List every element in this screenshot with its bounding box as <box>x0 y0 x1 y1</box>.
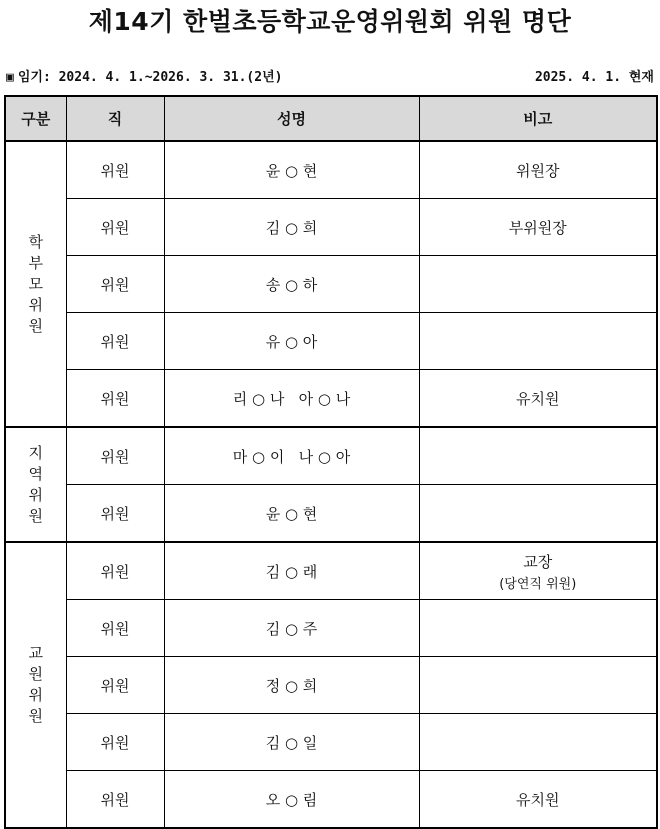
as-of-date: 2025. 4. 1. 현재 <box>534 70 654 85</box>
position-cell: 위원 <box>66 600 164 657</box>
table-row <box>5 427 657 485</box>
note-cell <box>419 313 657 370</box>
member-name: 유 ○ 아 <box>265 332 318 351</box>
table-row <box>5 714 657 771</box>
position-cell: 위원 <box>66 313 164 370</box>
group-category-cell <box>5 542 66 828</box>
member-name: 김 ○ 주 <box>265 619 318 638</box>
member-name-cell <box>164 427 419 485</box>
group-category-label: 학 부 모 위 원 <box>28 232 43 335</box>
table-row <box>5 771 657 829</box>
header-name: 성명 <box>164 96 419 141</box>
member-name-cell <box>164 313 419 370</box>
member-name: 마 ○ 이 나 ○ 아 <box>232 447 351 466</box>
table-row <box>5 600 657 657</box>
member-name: 윤 ○ 현 <box>265 161 318 180</box>
note-main: 유치원 <box>516 790 560 809</box>
member-name: 정 ○ 희 <box>265 676 318 695</box>
table-row <box>5 370 657 428</box>
position-cell: 위원 <box>66 427 164 485</box>
position-cell: 위원 <box>66 714 164 771</box>
member-name: 오 ○ 림 <box>265 790 318 809</box>
group-category-label: 지 역 위 원 <box>28 443 43 525</box>
member-name-cell <box>164 714 419 771</box>
document-title: 제14기 한벌초등학교운영위원회 위원 명단 <box>88 7 572 36</box>
member-name: 김 ○ 희 <box>265 218 318 237</box>
term-text: 임기: 2024. 4. 1.~2026. 3. 31.(2년) <box>17 70 283 85</box>
table-row <box>5 485 657 543</box>
note-main: 교장 <box>523 552 553 571</box>
member-name: 리 ○ 나 아 ○ 나 <box>232 389 351 408</box>
group-category-cell <box>5 427 66 542</box>
position-cell: 위원 <box>66 542 164 600</box>
note-main: 유치원 <box>516 389 560 408</box>
note-main: 위원장 <box>516 161 560 180</box>
note-cell <box>419 256 657 313</box>
table-body <box>5 141 657 828</box>
note-cell <box>419 427 657 485</box>
member-name-cell <box>164 199 419 256</box>
member-name-cell <box>164 485 419 543</box>
note-cell <box>419 771 657 829</box>
header-note: 비고 <box>419 96 657 141</box>
note-cell <box>419 600 657 657</box>
position-cell: 위원 <box>66 657 164 714</box>
term-info-bar <box>6 66 654 84</box>
member-name: 김 ○ 일 <box>265 733 318 752</box>
note-cell <box>419 714 657 771</box>
table-row <box>5 313 657 370</box>
table-header-row <box>5 96 657 141</box>
position-cell: 위원 <box>66 771 164 829</box>
member-roster-table <box>4 95 658 829</box>
table-row <box>5 542 657 600</box>
position-cell: 위원 <box>66 485 164 543</box>
table-row <box>5 657 657 714</box>
note-cell <box>419 542 657 600</box>
table-row <box>5 199 657 256</box>
position-cell: 위원 <box>66 141 164 199</box>
group-category-label: 교 원 위 원 <box>28 644 43 725</box>
position-cell: 위원 <box>66 256 164 313</box>
member-name: 윤 ○ 현 <box>265 504 318 523</box>
note-sub: (당연직 위원) <box>499 576 577 592</box>
note-main: 부위원장 <box>508 218 567 237</box>
header-position: 직 <box>66 96 164 141</box>
member-name-cell <box>164 542 419 600</box>
term-info <box>6 66 282 85</box>
position-cell: 위원 <box>66 370 164 428</box>
note-cell <box>419 370 657 428</box>
table-row <box>5 141 657 199</box>
member-name-cell <box>164 771 419 829</box>
member-name: 김 ○ 래 <box>265 562 318 581</box>
note-cell <box>419 141 657 199</box>
group-category-cell <box>5 141 66 427</box>
note-cell <box>419 199 657 256</box>
position-cell: 위원 <box>66 199 164 256</box>
note-cell <box>419 485 657 543</box>
member-name-cell <box>164 141 419 199</box>
table-row <box>5 256 657 313</box>
member-name-cell <box>164 256 419 313</box>
member-name-cell <box>164 657 419 714</box>
note-cell <box>419 657 657 714</box>
square-bullet-icon: ▣ <box>6 70 14 85</box>
member-name-cell <box>164 600 419 657</box>
member-name: 송 ○ 하 <box>265 275 318 294</box>
member-name-cell <box>164 370 419 428</box>
header-category: 구분 <box>5 96 66 141</box>
